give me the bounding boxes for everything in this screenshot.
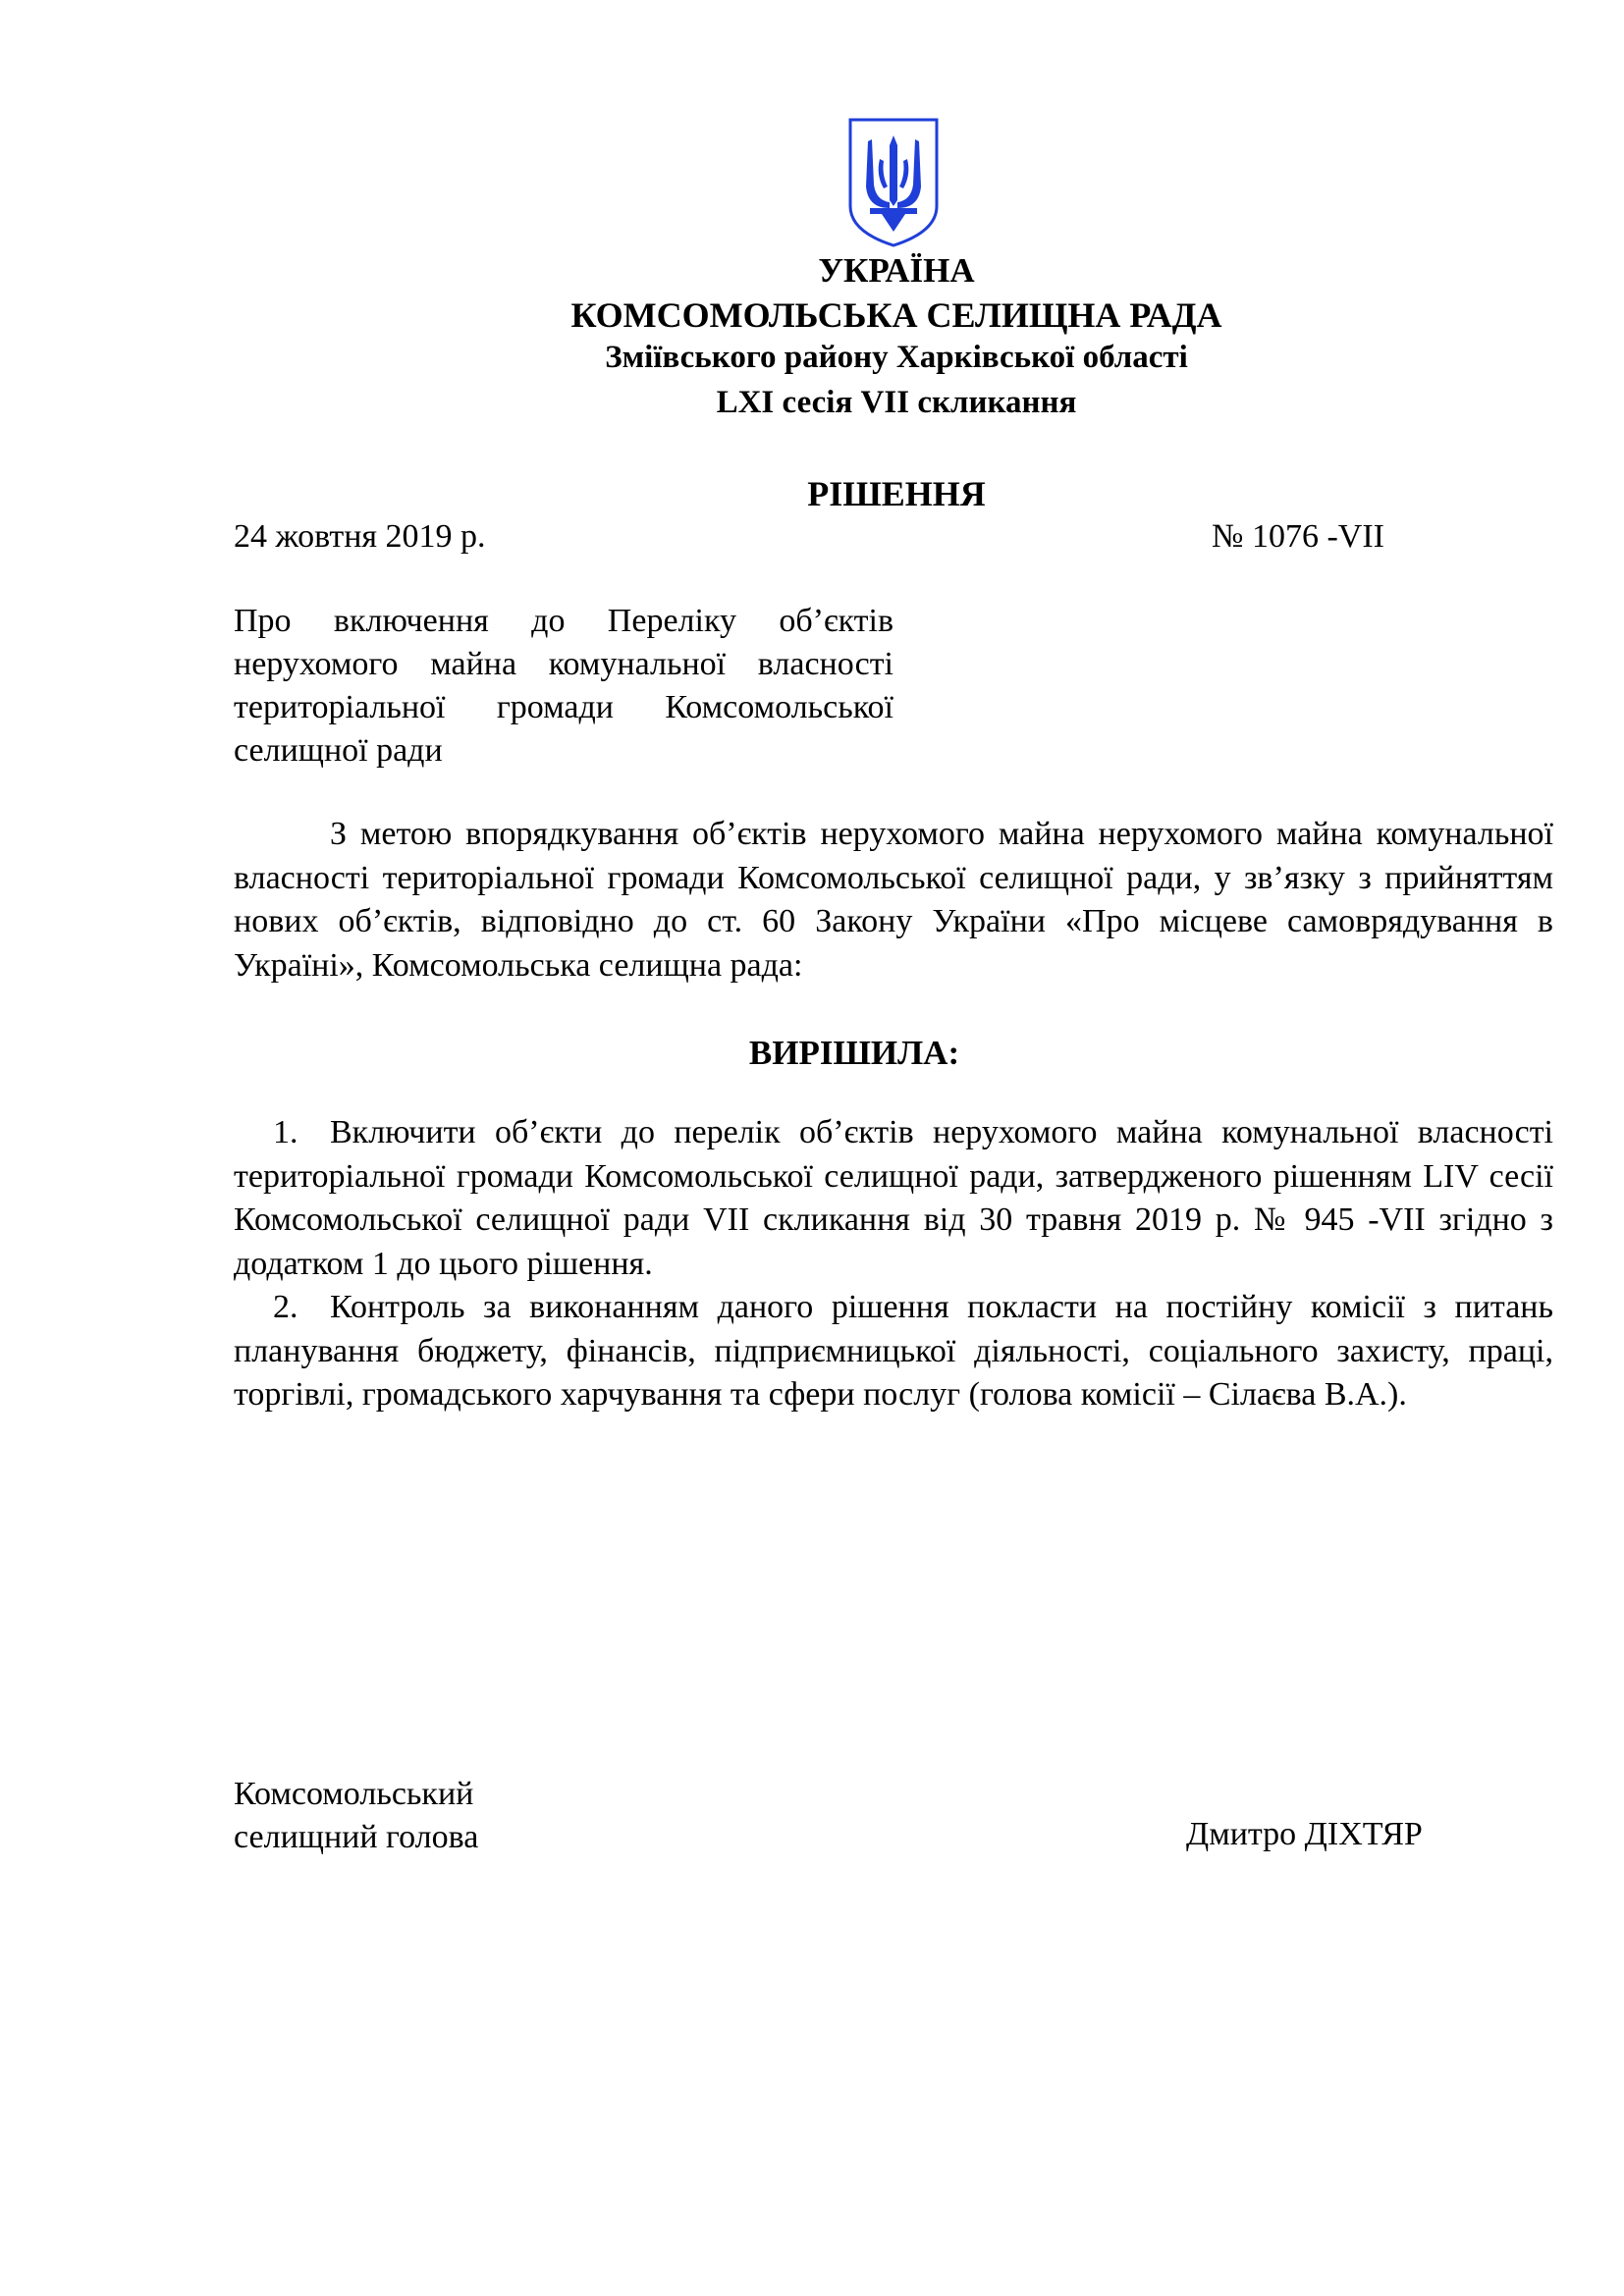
document-subject: Про включення до Переліку об’єктів нерухомого майна комунальної власності територіальної громади Комсомольської селищної ради [234, 603, 893, 769]
decision-items-list [234, 1111, 1553, 1417]
list-item [234, 1286, 1553, 1417]
list-item [234, 1111, 1553, 1286]
item-text: Включити об’єкти до перелік об’єктів нерухомого майна комунальної власності територіальної громади Комсомольської селищної ради, затвердженого рішенням LIV сесії Комсомольської селищної ради VII скликання від 30 травня 2019 р. № 945 -VII згідно з додатком 1 до цього рішення. [234, 1114, 1553, 1282]
district-heading: Зміївського району Харківської області [605, 340, 1188, 375]
signatory-title [234, 1773, 478, 1859]
item-text: Контроль за виконанням даного рішення покласти на постійну комісії з питань планування бюджету, фінансів, підприємницької діяльності, соціального захисту, праці, торгівлі, громадського харчування та сфери послуг (голова комісії – Сілаєва В.А.). [234, 1289, 1553, 1413]
trident-coat-of-arms-icon [846, 116, 941, 249]
item-number: 2. [273, 1289, 298, 1325]
signatory-title-line: селищний голова [234, 1819, 479, 1855]
council-heading: КОМСОМОЛЬСЬКА СЕЛИЩНА РАДА [570, 295, 1222, 335]
document-date: 24 жовтня 2019 р. [234, 518, 486, 555]
preamble-paragraph: З метою впорядкування об’єктів нерухомого майна нерухомого майна комунальної власності територіальної громади Комсомольської селищної ради, у зв’язку з прийняттям нових об’єктів, відповідно до ст. 60 Закону України «Про місцеве самоврядування в Україні», Комсомольська селищна рада: [234, 816, 1553, 984]
decided-heading: ВИРІШИЛА: [748, 1034, 960, 1072]
signatory-title-line: Комсомольський [234, 1776, 474, 1812]
session-heading: LXI сесія VII скликання [716, 385, 1077, 420]
signatory-name: Дмитро ДІХТЯР [1186, 1816, 1423, 1852]
country-heading: УКРАЇНА [818, 251, 975, 290]
item-number: 1. [273, 1114, 298, 1150]
document-number: № 1076 -VII [1212, 518, 1384, 555]
document-type-title: РІШЕННЯ [807, 474, 986, 513]
